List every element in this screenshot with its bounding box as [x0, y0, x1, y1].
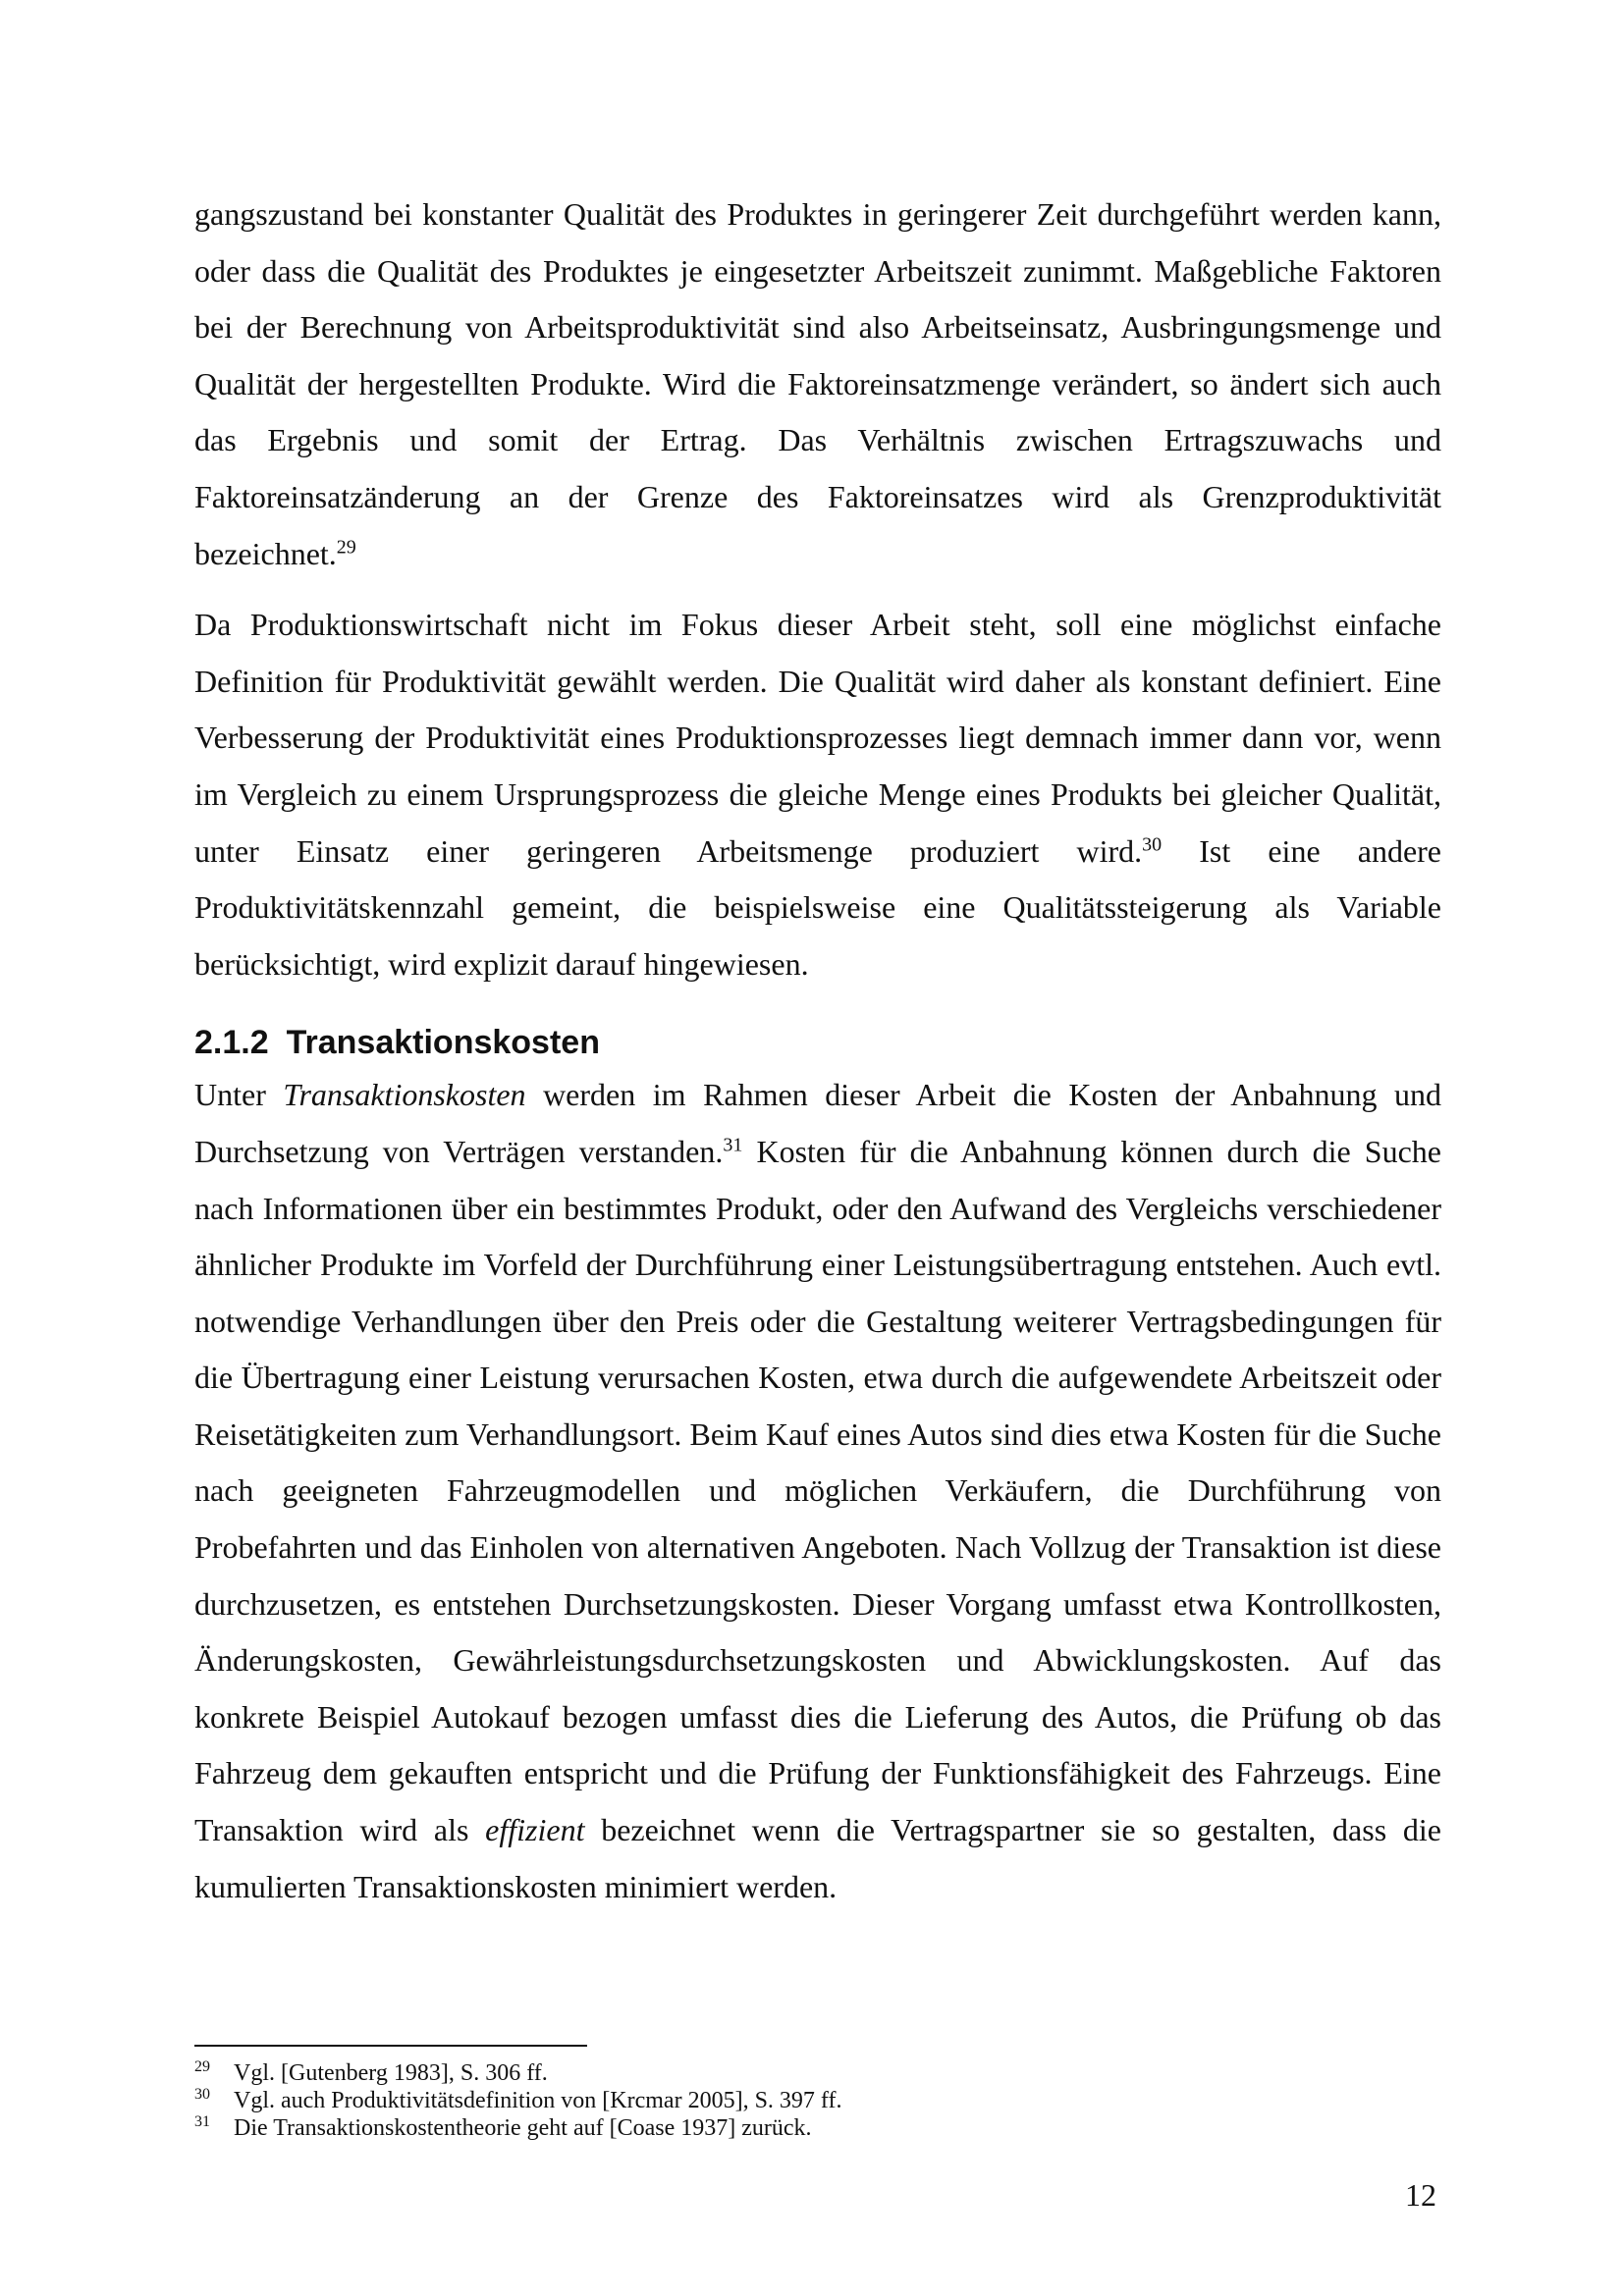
footnotes [194, 2059, 1441, 2142]
paragraph-text: werden im Rahmen dieser Arbeit die Kosten der Anbahnung und Durchsetzung von Verträgen verstanden. [194, 1077, 1442, 1169]
footnote-number: 30 [194, 2086, 210, 2103]
footnote-reference: 31 [723, 1134, 743, 1156]
footnote-text: Vgl. [Gutenberg 1983], S. 306 ff. [234, 2060, 548, 2086]
footnote-text: Die Transaktionskostentheorie geht auf [Coase 1937] zurück. [234, 2115, 812, 2141]
paragraph-text: Unter [194, 1077, 284, 1113]
paragraph-definition [194, 597, 1441, 992]
section-title: Transaktionskosten [286, 1024, 600, 1062]
footnote [194, 2087, 1441, 2114]
footnote-number: 29 [194, 2058, 210, 2075]
emphasized-term: Transaktionskosten [283, 1077, 526, 1113]
footnote-reference: 30 [1142, 832, 1163, 855]
section-heading [194, 1018, 1441, 1067]
paragraph-text: bezeichnet wenn die Vertragspartner sie so gestalten, dass die kumulierten Transaktionskosten minimiert werden. [194, 1812, 1442, 1904]
emphasized-term: effizient [485, 1812, 585, 1848]
paragraph-text: Da Produktionswirtschaft nicht im Fokus dieser Arbeit steht, soll eine möglichst einfache Definition für Produktivität gewählt werden. Die Qualität wird daher als konstant definiert. Eine Verbesserung der Produktivität eines Produktionsprozesses liegt demnach immer dann vor, wenn im Vergleich zu einem Ursprungsprozess die gleiche Menge eines Produkts bei gleicher Qualität, unter Einsatz einer geringeren Arbeitsmenge produziert wird. [194, 607, 1441, 869]
footnote-separator [194, 2045, 587, 2047]
paragraph-text: Ist eine andere Produktivitätskennzahl gemeint, die beispielsweise eine Qualitätssteigerung als Variable berücksichtigt, wird explizit darauf hingewiesen. [194, 832, 1441, 982]
section-number: 2.1.2 [194, 1024, 269, 1062]
paragraph-text: gangszustand bei konstanter Qualität des Produktes in geringerer Zeit durchgeführt werden kann, oder dass die Qualität des Produktes je eingesetzter Arbeitszeit zunimmt. Maßgebliche Faktoren bei der Berechnung von Arbeitsproduktivität sind also Arbeitseinsatz, Ausbringungsmenge und Qualität der hergestellten Produkte. Wird die Faktoreinsatzmenge verändert, so ändert sich auch das Ergebnis und somit der Ertrag. Das Verhältnis zwischen Ertragszuwachs und Faktoreinsatzänderung an der Grenze des Faktoreinsatzes wird als Grenzproduktivität bezeichnet. [194, 196, 1441, 571]
paragraph-transaction-costs [194, 1067, 1441, 1915]
footnote-text: Vgl. auch Produktivitätsdefinition von [Krcmar 2005], S. 397 ff. [234, 2088, 842, 2113]
paragraph-text: Kosten für die Anbahnung können durch die Suche nach Informationen über ein bestimmtes Produkt, oder den Aufwand des Vergleichs verschiedener ähnlicher Produkte im Vorfeld der Durchführung einer Leistungsübertragung entstehen. Auch evtl. notwendige Verhandlungen über den Preis oder die Gestaltung weiterer Vertragsbedingungen für die Übertragung einer Leistung verursachen Kosten, etwa durch die aufgewendete Arbeitszeit oder Reisetätigkeiten zum Verhandlungsort. Beim Kauf eines Autos sind dies etwa Kosten für die Suche nach geeigneten Fahrzeugmodellen und möglichen Verkäufern, die Durchführung von Probefahrten und das Einholen von alternativen Angeboten. Nach Vollzug der Transaktion ist diese durchzusetzen, es entstehen Durchsetzungskosten. Dieser Vorgang umfasst etwa Kontrollkosten, Änderungskosten, Gewährleistungsdurchsetzungskosten und Abwicklungskosten. Auf das konkrete Beispiel Autokauf bezogen umfasst dies die Lieferung des Autos, die Prüfung ob das Fahrzeug dem gekauften entspricht und die Prüfung der Funktionsfähigkeit des Fahrzeugs. Eine Transaktion wird als [194, 1133, 1442, 1848]
body-text [194, 187, 1441, 1915]
page-number: 12 [1405, 2177, 1436, 2213]
footnote [194, 2059, 1441, 2087]
footnote-reference: 29 [336, 535, 356, 558]
paragraph-productivity [194, 187, 1441, 582]
footnote [194, 2114, 1441, 2142]
footnote-number: 31 [194, 2113, 210, 2130]
